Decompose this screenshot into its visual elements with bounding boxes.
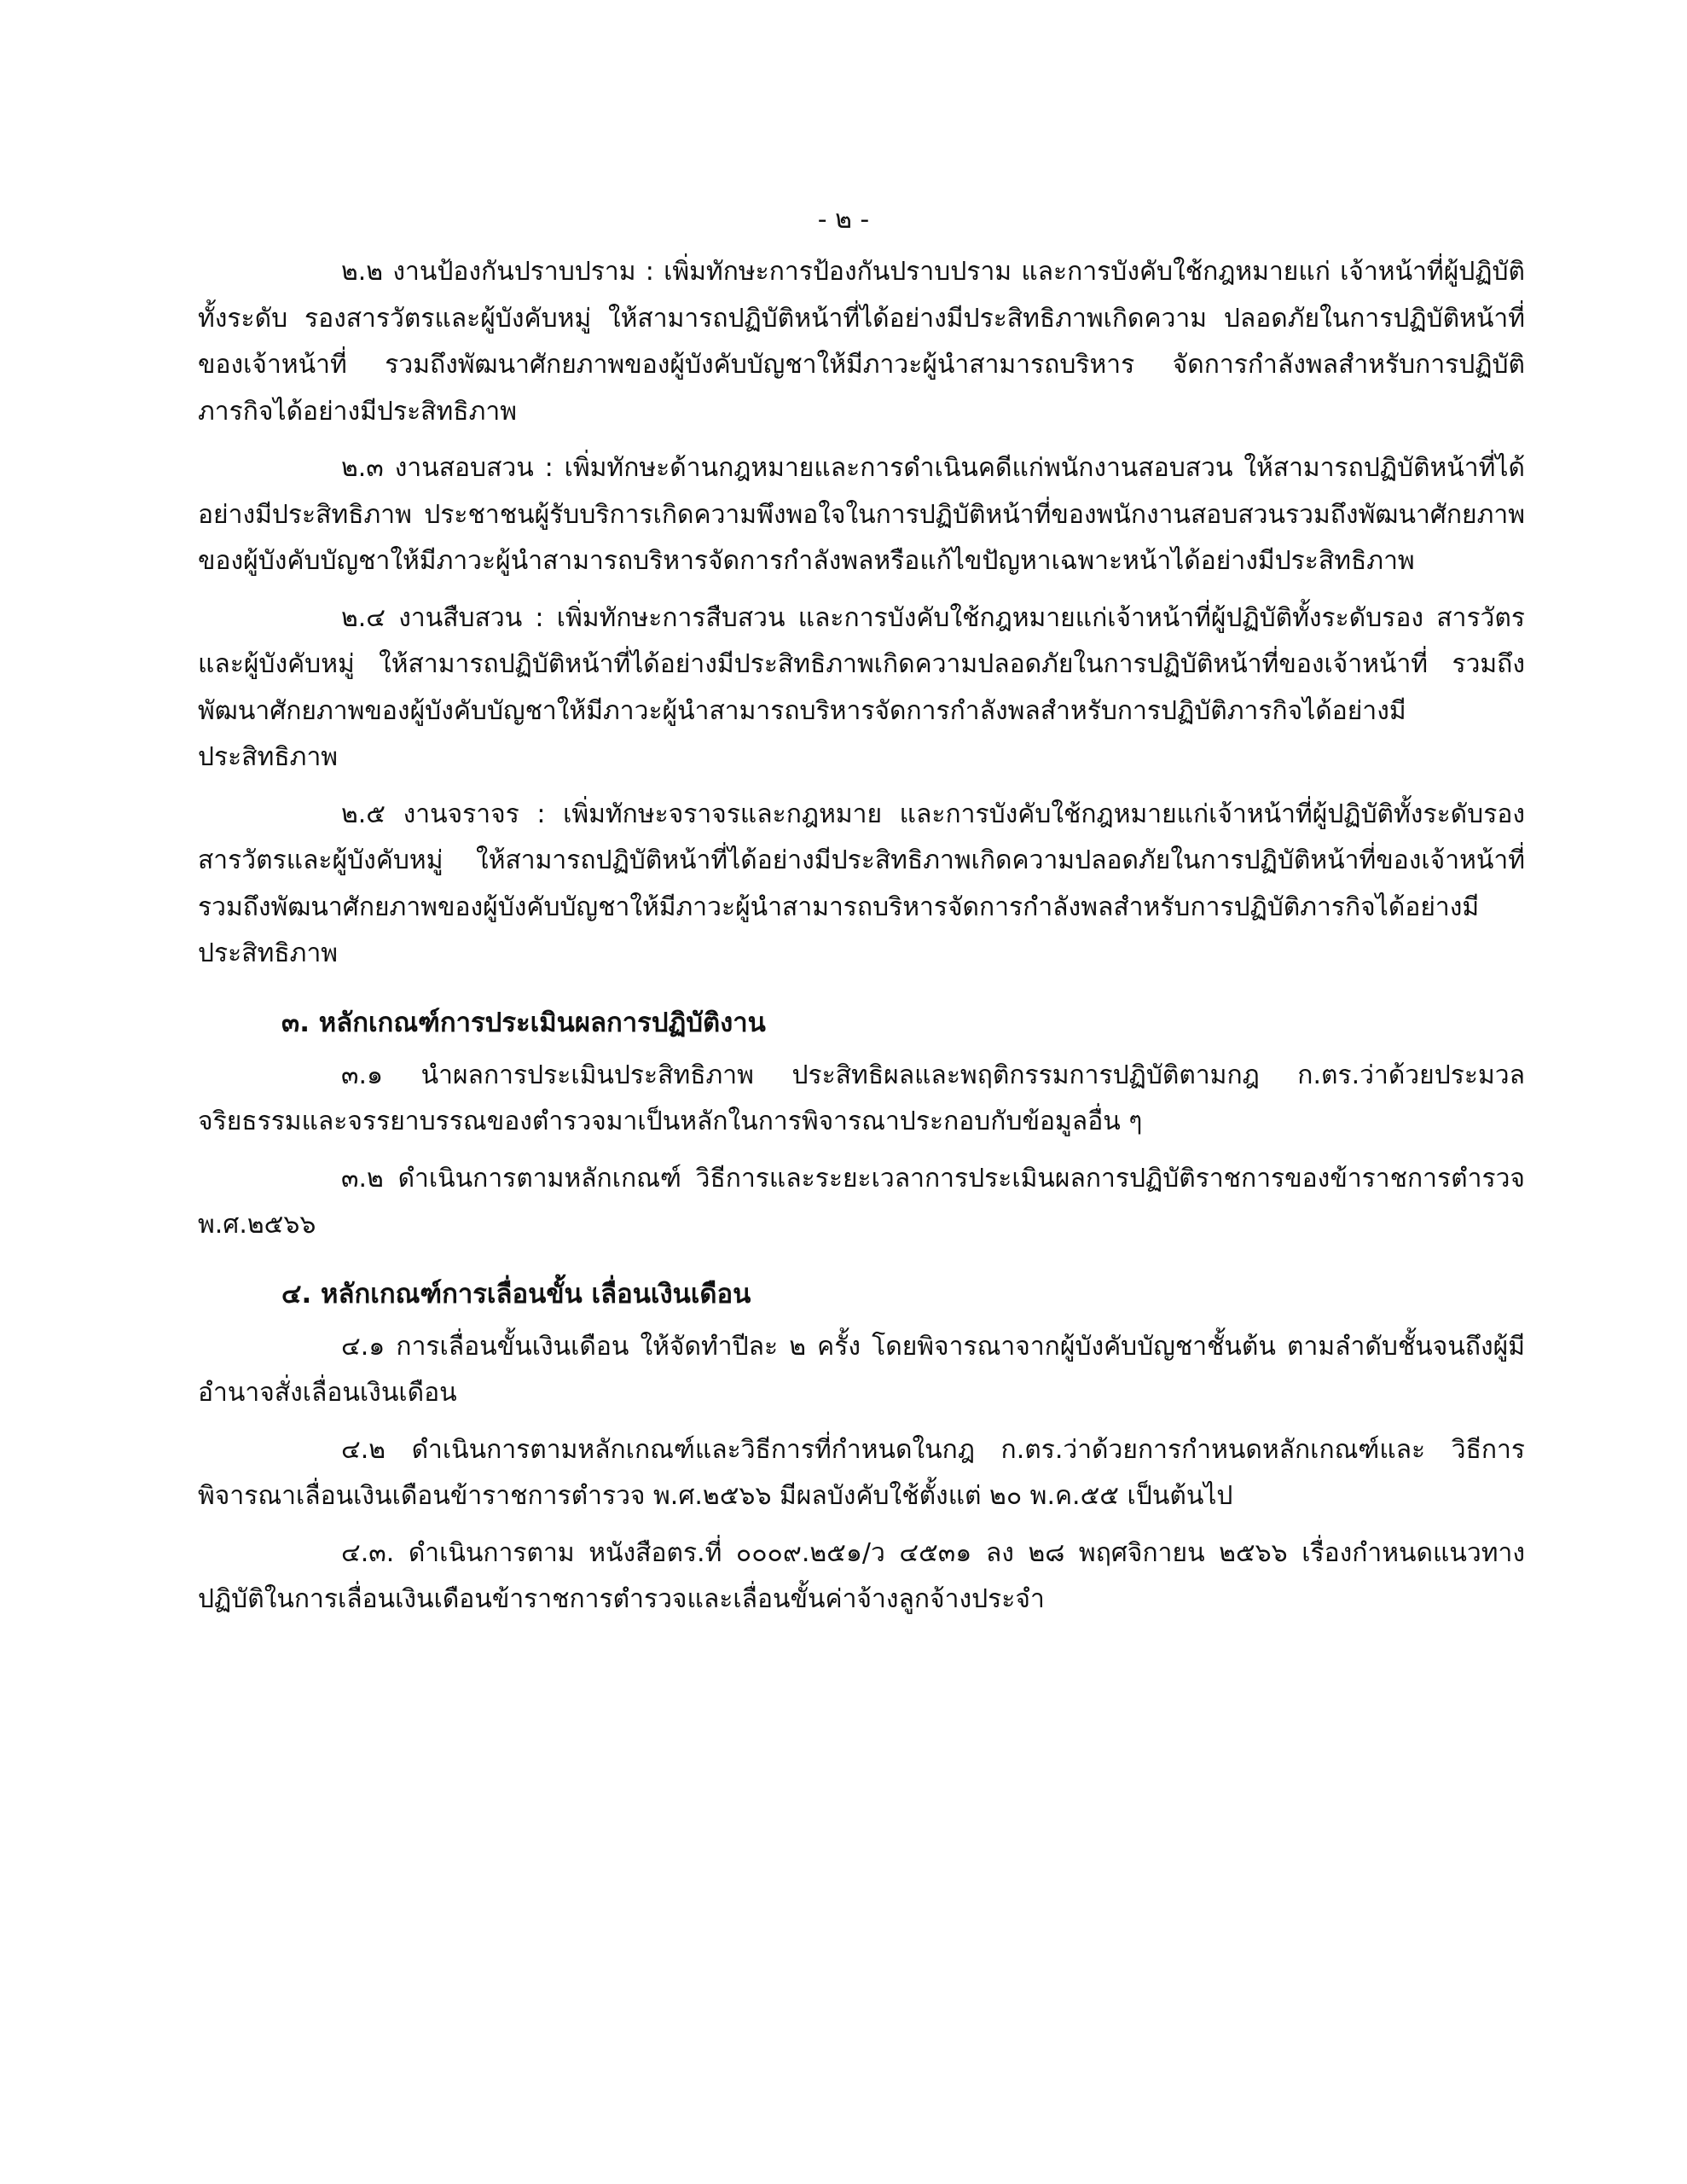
section-3-heading: ๓. หลักเกณฑ์การประเมินผลการปฏิบัติงาน — [281, 1007, 766, 1038]
paragraph-3-1: ๓.๑ นำผลการประเมินประสิทธิภาพ ประสิทธิผลและพฤติกรรมการปฏิบัติตามกฎ ก.ตร.ว่าด้วยประมวลจริยธรรมและจรรยาบรรณของตำรวจมาเป็นหลักในการพิจารณาประกอบกับข้อมูลอื่น ๆ — [198, 1060, 1525, 1136]
paragraph-2-5: ๒.๕ งานจราจร : เพิ่มทักษะจราจรและกฎหมาย และการบังคับใช้กฎหมายแก่เจ้าหน้าที่ผู้ปฏิบัติทั้งระดับรองสารวัตรและผู้บังคับหมู่ ให้สามารถปฏิบัติหน้าที่ได้อย่างมีประสิทธิภาพเกิดความปลอดภัยในการปฏิบัติหน้าที่ของเจ้าหน้าที่ รวมถึงพัฒนาศักยภาพของผู้บังคับบัญชาให้มีภาวะผู้นำสามารถบริหารจัดการกำลังพลสำหรับการปฏิบัติภารกิจได้อย่างมีประสิทธิภาพ — [198, 799, 1525, 968]
paragraph-4-3: ๔.๓. ดำเนินการตาม หนังสือตร.ที่ ๐๐๐๙.๒๕๑/ว ๔๕๓๑ ลง ๒๘ พฤศจิกายน ๒๕๖๖ เรื่องกำหนดแนวทางปฏิบัติในการเลื่อนเงินเดือนข้าราชการตำรวจและเลื่อนขั้นค่าจ้างลูกจ้างประจำ — [198, 1537, 1525, 1614]
document-body — [198, 249, 1525, 1623]
paragraph-2-3: ๒.๓ งานสอบสวน : เพิ่มทักษะด้านกฎหมายและการดำเนินคดีแก่พนักงานสอบสวน ให้สามารถปฏิบัติหน้าที่ได้อย่างมีประสิทธิภาพ ประชาชนผู้รับบริการเกิดความพึงพอใจในการปฏิบัติหน้าที่ของพนักงานสอบสวนรวมถึงพัฒนาศักยภาพของผู้บังคับบัญชาให้มีภาวะผู้นำสามารถบริหารจัดการกำลังพลหรือแก้ไขปัญหาเฉพาะหน้าได้อย่างมีประสิทธิภาพ — [198, 453, 1525, 576]
paragraph-2-4: ๒.๔ งานสืบสวน : เพิ่มทักษะการสืบสวน และการบังคับใช้กฎหมายแก่เจ้าหน้าที่ผู้ปฏิบัติทั้งระดับรอง สารวัตรและผู้บังคับหมู่ ให้สามารถปฏิบัติหน้าที่ได้อย่างมีประสิทธิภาพเกิดความปลอดภัยในการปฏิบัติหน้าที่ของเจ้าหน้าที่ รวมถึงพัฒนาศักยภาพของผู้บังคับบัญชาให้มีภาวะผู้นำสามารถบริหารจัดการกำลังพลสำหรับการปฏิบัติภารกิจได้อย่างมีประสิทธิภาพ — [198, 602, 1525, 772]
section-4-heading: ๔. หลักเกณฑ์การเลื่อนขั้น เลื่อนเงินเดือน — [281, 1278, 751, 1310]
paragraph-3-2: ๓.๒ ดำเนินการตามหลักเกณฑ์ วิธีการและระยะเวลาการประเมินผลการปฏิบัติราชการของข้าราชการตำรวจ พ.ศ.๒๕๖๖ — [198, 1163, 1525, 1240]
page-number: - ๒ - — [817, 205, 870, 235]
paragraph-4-1: ๔.๑ การเลื่อนขั้นเงินเดือน ให้จัดทำปีละ ๒ ครั้ง โดยพิจารณาจากผู้บังคับบัญชาชั้นต้น ตามลำดับชั้นจนถึงผู้มีอำนาจสั่งเลื่อนเงินเดือน — [198, 1331, 1525, 1408]
paragraph-2-2: ๒.๒ งานป้องกันปราบปราม : เพิ่มทักษะการป้องกันปราบปราม และการบังคับใช้กฎหมายแก่ เจ้าหน้าที่ผู้ปฏิบัติทั้งระดับ รองสารวัตรและผู้บังคับหมู่ ให้สามารถปฏิบัติหน้าที่ได้อย่างมีประสิทธิภาพเกิดความ ปลอดภัยในการปฏิบัติหน้าที่ของเจ้าหน้าที่ รวมถึงพัฒนาศักยภาพของผู้บังคับบัญชาให้มีภาวะผู้นำสามารถบริหาร จัดการกำลังพลสำหรับการปฏิบัติภารกิจได้อย่างมีประสิทธิภาพ — [198, 257, 1525, 427]
paragraph-4-2: ๔.๒ ดำเนินการตามหลักเกณฑ์และวิธีการที่กำหนดในกฎ ก.ตร.ว่าด้วยการกำหนดหลักเกณฑ์และ วิธีการพิจารณาเลื่อนเงินเดือนข้าราชการตำรวจ พ.ศ.๒๕๖๖ มีผลบังคับใช้ตั้งแต่ ๒๐ พ.ค.๕๕ เป็นต้นไป — [198, 1434, 1525, 1511]
